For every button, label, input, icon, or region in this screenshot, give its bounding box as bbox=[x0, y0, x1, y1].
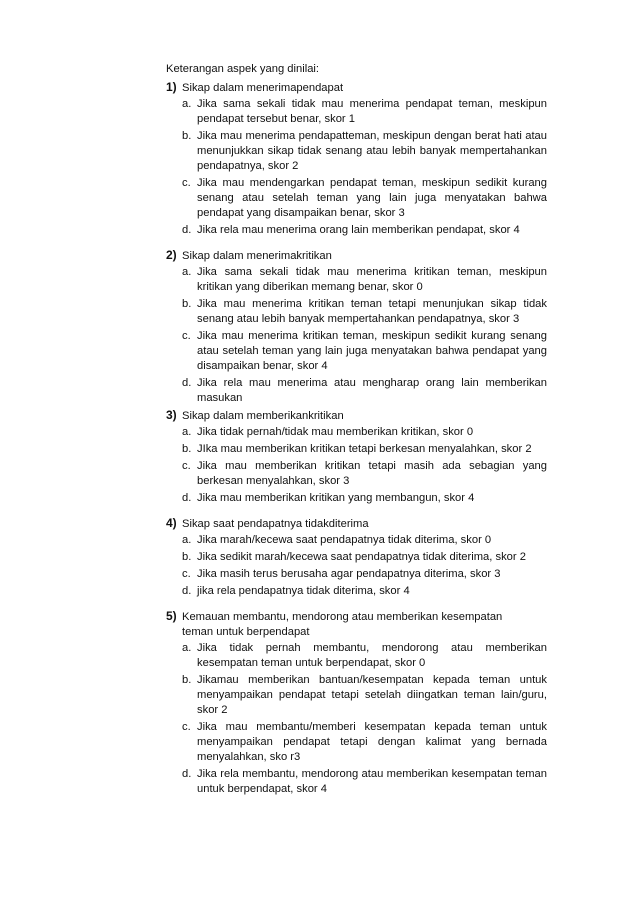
criteria-list bbox=[166, 425, 547, 506]
section-1 bbox=[166, 80, 547, 238]
criteria-list bbox=[166, 641, 547, 797]
item-text: Jika mau menerima kritikan teman tetapi menunjukan sikap tidak senang atau lebih banyak mempertahankan pendapatnya, skor 3 bbox=[197, 298, 547, 325]
list-item bbox=[182, 376, 547, 406]
item-text: jika rela pendapatnya tidak diterima, skor 4 bbox=[197, 585, 410, 597]
section-3 bbox=[166, 408, 547, 506]
list-item bbox=[182, 329, 547, 374]
list-item bbox=[182, 223, 547, 238]
section-number: 1) bbox=[166, 80, 177, 94]
criteria-list bbox=[166, 265, 547, 406]
criteria-list bbox=[166, 533, 547, 599]
item-text: Jika mau memberikan kritikan yang membangun, skor 4 bbox=[197, 492, 475, 504]
item-text: Jika mau menerima kritikan teman, meskipun sedikit kurang senang atau setelah teman yang lain juga menyatakan bahwa pendapat yang disampaikan benar, skor 4 bbox=[197, 330, 547, 372]
item-marker: a. bbox=[182, 98, 192, 110]
item-marker: b. bbox=[182, 551, 192, 563]
list-item bbox=[182, 459, 547, 489]
list-item bbox=[182, 265, 547, 295]
section-title: Sikap dalam menerimakritikan bbox=[182, 250, 332, 262]
list-item bbox=[182, 176, 547, 221]
item-text: Jika sama sekali tidak mau menerima kritikan teman, meskipun kritikan yang diberikan memang benar, skor 0 bbox=[197, 266, 547, 293]
section-title: Kemauan membantu, mendorong atau memberikan kesempatan bbox=[182, 611, 503, 623]
item-marker: a. bbox=[182, 426, 192, 438]
list-item bbox=[182, 129, 547, 174]
section-number: 3) bbox=[166, 408, 177, 422]
item-marker: d. bbox=[182, 768, 192, 780]
item-text: Jika rela mau menerima atau mengharap orang lain memberikan masukan bbox=[197, 377, 547, 404]
item-text: Jika mau menerima pendapatteman, meskipun dengan berat hati atau menunjukkan sikap tidak senang atau lebih banyak mempertahankan pendapatnya, skor 2 bbox=[197, 130, 547, 172]
section-title-continued: teman untuk berpendapat bbox=[182, 626, 310, 638]
item-text: Jika marah/kecewa saat pendapatnya tidak diterima, skor 0 bbox=[197, 534, 492, 546]
list-item bbox=[182, 567, 547, 582]
list-item bbox=[182, 584, 547, 599]
section-heading bbox=[166, 408, 547, 424]
section-2 bbox=[166, 248, 547, 406]
section-heading bbox=[166, 609, 547, 625]
section-title: Sikap saat pendapatnya tidakditerima bbox=[182, 518, 369, 530]
item-text: Jika tidak pernah/tidak mau memberikan kritikan, skor 0 bbox=[197, 426, 474, 438]
section-heading bbox=[166, 516, 547, 532]
item-marker: d. bbox=[182, 492, 192, 504]
item-text: Jika rela membantu, mendorong atau memberikan kesempatan teman untuk berpendapat, skor 4 bbox=[197, 768, 547, 795]
item-marker: a. bbox=[182, 266, 192, 278]
list-item bbox=[182, 767, 547, 797]
section-number: 4) bbox=[166, 516, 177, 530]
item-marker: c. bbox=[182, 721, 191, 733]
list-item bbox=[182, 673, 547, 718]
item-text: Jika mau mendengarkan pendapat teman, meskipun sedikit kurang senang atau setelah teman yang lain juga menyatakan bahwa pendapat yang disampaikan benar, skor 3 bbox=[197, 177, 547, 219]
item-text: Jika sedikit marah/kecewa saat pendapatnya tidak diterima, skor 2 bbox=[197, 551, 526, 563]
list-item bbox=[182, 442, 547, 457]
section-title: Sikap dalam menerimapendapat bbox=[182, 82, 344, 94]
item-text: Jikamau memberikan bantuan/kesempatan kepada teman untuk menyampaikan pendapat tetapi setelah diingatkan teman lain/guru, skor 2 bbox=[197, 674, 547, 716]
section-title: Sikap dalam memberikankritikan bbox=[182, 410, 344, 422]
item-marker: b. bbox=[182, 298, 192, 310]
criteria-list bbox=[166, 97, 547, 238]
list-item bbox=[182, 97, 547, 127]
item-marker: c. bbox=[182, 330, 191, 342]
list-item bbox=[182, 425, 547, 440]
item-marker: c. bbox=[182, 568, 191, 580]
document-body bbox=[166, 62, 547, 799]
list-item bbox=[182, 533, 547, 548]
item-marker: a. bbox=[182, 642, 192, 654]
section-heading bbox=[166, 80, 547, 96]
item-marker: c. bbox=[182, 177, 191, 189]
list-item bbox=[182, 297, 547, 327]
item-marker: d. bbox=[182, 224, 192, 236]
list-item bbox=[182, 720, 547, 765]
item-marker: d. bbox=[182, 585, 192, 597]
item-marker: d. bbox=[182, 377, 192, 389]
item-marker: c. bbox=[182, 460, 191, 472]
list-item bbox=[182, 550, 547, 565]
intro-text: Keterangan aspek yang dinilai: bbox=[166, 63, 320, 75]
list-item bbox=[182, 491, 547, 506]
item-marker: a. bbox=[182, 534, 192, 546]
item-text: JIka mau memberikan kritikan tetapi berkesan menyalahkan, skor 2 bbox=[197, 443, 532, 455]
item-marker: b. bbox=[182, 443, 192, 455]
list-item bbox=[182, 641, 547, 671]
item-text: Jika rela mau menerima orang lain memberikan pendapat, skor 4 bbox=[197, 224, 520, 236]
section-4 bbox=[166, 516, 547, 599]
item-text: Jika masih terus berusaha agar pendapatnya diterima, skor 3 bbox=[197, 568, 501, 580]
section-number: 2) bbox=[166, 248, 177, 262]
section-heading bbox=[166, 248, 547, 264]
section-number: 5) bbox=[166, 609, 177, 623]
item-text: Jika tidak pernah membantu, mendorong atau memberikan kesempatan teman untuk berpendapat, skor 0 bbox=[197, 642, 547, 669]
section-5 bbox=[166, 609, 547, 797]
item-text: Jika mau membantu/memberi kesempatan kepada teman untuk menyampaikan pendapat tetapi dengan kalimat yang bernada menyalahkan, sko r3 bbox=[197, 721, 547, 763]
item-text: Jika sama sekali tidak mau menerima pendapat teman, meskipun pendapat tersebut benar, skor 1 bbox=[197, 98, 547, 125]
item-marker: b. bbox=[182, 674, 192, 686]
item-text: Jika mau memberikan kritikan tetapi masih ada sebagian yang berkesan menyalahkan, skor 3 bbox=[197, 460, 547, 487]
item-marker: b. bbox=[182, 130, 192, 142]
